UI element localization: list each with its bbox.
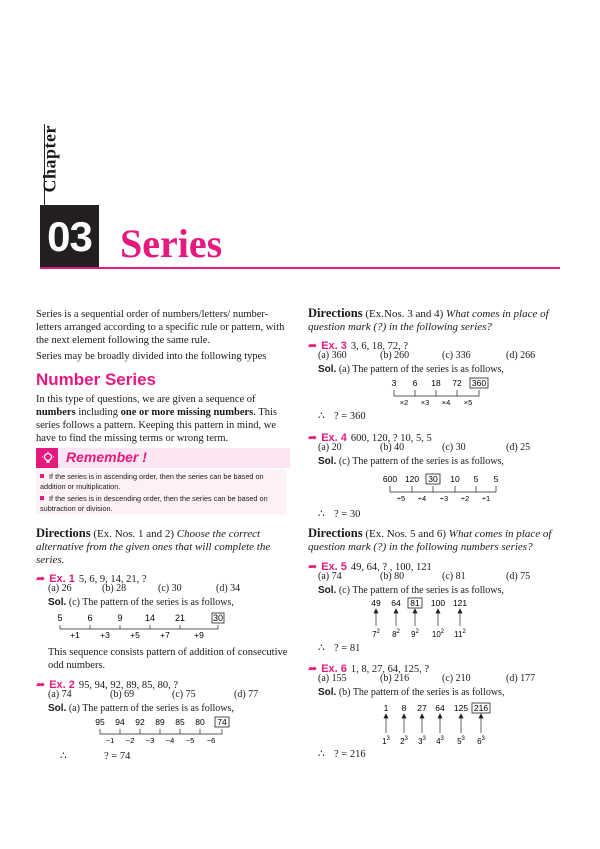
svg-text:33: $3^3$ xyxy=(418,736,426,746)
directions xyxy=(308,307,564,334)
operation xyxy=(130,630,140,640)
question-text: 3, 6, 18, 72, ? xyxy=(350,341,409,352)
option: (a) 155 xyxy=(318,673,347,684)
solution-line xyxy=(48,597,234,608)
directions-range: (Ex.Nos. 3 and 4) xyxy=(362,308,447,320)
svg-text:6: 6 xyxy=(412,378,418,388)
directions xyxy=(36,527,288,567)
solution-note: This sequence consists pattern of addition of consecutive odd numbers. xyxy=(48,647,288,671)
svg-text:÷5: ÷5 xyxy=(396,494,406,503)
example-label: Ex. 2 xyxy=(49,679,75,691)
arrow-icon: ➦ xyxy=(36,679,46,691)
therefore: ∴ xyxy=(60,751,67,762)
question-text: 5, 6, 9, 14, 21, ? xyxy=(78,574,147,585)
intro-paragraph: Series is a sequential order of numbers/letters/ number-letters arranged according to a specific rule or pattern, with the next element following the same rule. xyxy=(36,309,285,346)
answer: ? = 74 xyxy=(104,751,131,762)
text-bold: one or more missing numbers xyxy=(120,407,254,418)
arrows xyxy=(374,609,462,626)
answer: ? = 216 xyxy=(334,749,366,760)
option: (b) 216 xyxy=(380,673,410,684)
connector xyxy=(390,486,496,492)
term xyxy=(145,613,155,623)
solution-label: Sol. xyxy=(48,703,67,714)
power xyxy=(477,736,485,746)
solution-label: Sol. xyxy=(318,687,337,698)
directions-label: Directions xyxy=(36,526,91,540)
term xyxy=(371,598,381,608)
term xyxy=(402,703,407,713)
operation xyxy=(194,630,204,640)
svg-text:95: 95 xyxy=(95,717,105,727)
directions xyxy=(308,527,564,554)
term xyxy=(453,598,467,608)
solution-label: Sol. xyxy=(318,585,337,596)
solution-text: (b) The pattern of the series is as follows, xyxy=(336,687,505,698)
operation xyxy=(186,736,195,745)
operation xyxy=(397,494,405,503)
svg-text:53: $5^3$ xyxy=(457,736,465,746)
solution-line xyxy=(318,456,504,467)
option: (c) 30 xyxy=(158,583,182,594)
operation xyxy=(461,494,469,503)
series-diagram xyxy=(374,701,514,747)
operation xyxy=(482,494,490,503)
term xyxy=(454,703,468,713)
power xyxy=(392,629,400,639)
remember-item-text: If the series is in descending order, then the series can be based on subtraction or division. xyxy=(40,494,268,513)
term xyxy=(431,378,441,388)
term xyxy=(213,613,223,623)
term xyxy=(474,703,488,713)
term xyxy=(135,717,145,727)
power xyxy=(457,736,465,746)
term xyxy=(392,378,397,388)
svg-text:360: 360 xyxy=(471,378,487,388)
svg-text:1: 1 xyxy=(383,703,389,713)
term xyxy=(383,474,397,484)
term xyxy=(217,717,227,727)
option: (d) 34 xyxy=(216,583,241,594)
svg-text:+7: +7 xyxy=(160,630,170,640)
option: (c) 336 xyxy=(442,350,471,361)
text: . This series follows a pattern. Keeping this pattern in mind, we have to find the missing terms or wrong term. xyxy=(36,407,277,444)
svg-text:121: 121 xyxy=(452,598,468,608)
operation xyxy=(160,630,170,640)
options xyxy=(318,571,530,582)
options xyxy=(318,350,535,361)
svg-text:−4: −4 xyxy=(165,736,175,745)
operation xyxy=(100,630,110,640)
term xyxy=(384,703,389,713)
option: (c) 210 xyxy=(442,673,471,684)
svg-text:×2: ×2 xyxy=(399,398,409,407)
option: (d) 177 xyxy=(506,673,536,684)
options xyxy=(318,673,535,684)
operation xyxy=(207,736,216,745)
chapter-number: 03 xyxy=(40,205,99,269)
option: (c) 75 xyxy=(172,689,196,700)
remember-item xyxy=(40,494,284,514)
svg-text:64: 64 xyxy=(391,598,401,608)
term xyxy=(57,613,62,623)
term xyxy=(115,717,125,727)
remember-title: Remember ! xyxy=(66,449,147,465)
directions-label: Directions xyxy=(308,306,363,320)
operation xyxy=(166,736,175,745)
svg-text:14: 14 xyxy=(144,613,156,623)
operation xyxy=(442,398,451,407)
term xyxy=(472,378,486,388)
svg-text:+5: +5 xyxy=(130,630,140,640)
power xyxy=(454,629,466,639)
term xyxy=(405,474,419,484)
svg-text:18: 18 xyxy=(431,378,441,388)
therefore: ∴ xyxy=(318,509,325,520)
option: (d) 75 xyxy=(506,571,531,582)
arrows xyxy=(384,714,483,733)
option: (c) 30 xyxy=(442,442,466,453)
term xyxy=(175,613,185,623)
svg-text:72: $7^2$ xyxy=(372,629,380,639)
power xyxy=(411,629,419,639)
svg-text:74: 74 xyxy=(217,717,227,727)
operation xyxy=(421,398,430,407)
svg-text:89: 89 xyxy=(155,717,165,727)
svg-text:×4: ×4 xyxy=(441,398,451,407)
arrow-icon: ➦ xyxy=(308,432,318,444)
svg-text:120: 120 xyxy=(404,474,420,484)
option: (d) 25 xyxy=(506,442,531,453)
power xyxy=(400,736,408,746)
svg-text:102: $10^2$ xyxy=(431,629,445,639)
option: (b) 69 xyxy=(110,689,135,700)
power xyxy=(418,736,426,746)
svg-text:−2: −2 xyxy=(125,736,135,745)
svg-text:30: 30 xyxy=(428,474,438,484)
number-series-text xyxy=(36,393,288,445)
svg-text:94: 94 xyxy=(115,717,125,727)
svg-text:81: 81 xyxy=(410,598,420,608)
svg-text:13: $1^3$ xyxy=(382,736,390,746)
term xyxy=(417,703,427,713)
connector xyxy=(394,390,479,396)
series-diagram xyxy=(376,472,506,504)
directions-text: What comes in place of question mark (?) in the following series? xyxy=(308,308,549,333)
svg-text:82: $8^2$ xyxy=(392,629,400,639)
solution-text: (a) The pattern of the series is as follows, xyxy=(66,703,234,714)
question-text: 95, 94, 92, 89, 85, 80, ? xyxy=(78,680,179,691)
svg-text:3: 3 xyxy=(391,378,397,388)
series-diagram xyxy=(90,716,270,746)
series-diagram xyxy=(362,596,492,640)
svg-text:×5: ×5 xyxy=(463,398,473,407)
options xyxy=(48,583,240,594)
example-label: Ex. 4 xyxy=(321,432,347,444)
term xyxy=(435,703,445,713)
term xyxy=(431,598,445,608)
svg-text:5: 5 xyxy=(493,474,499,484)
term xyxy=(117,613,122,623)
answer: ? = 360 xyxy=(334,411,366,422)
svg-text:63: $6^3$ xyxy=(477,736,485,746)
svg-text:216: 216 xyxy=(473,703,489,713)
svg-text:80: 80 xyxy=(195,717,205,727)
arrow-icon: ➦ xyxy=(36,573,46,585)
svg-text:6: 6 xyxy=(87,613,93,623)
operation xyxy=(440,494,448,503)
bullet-icon xyxy=(40,474,44,478)
connector xyxy=(100,729,222,734)
svg-text:49: 49 xyxy=(371,598,381,608)
arrow-icon: ➦ xyxy=(308,561,318,573)
example-label: Ex. 5 xyxy=(321,561,347,573)
svg-text:43: $4^3$ xyxy=(436,736,444,746)
therefore: ∴ xyxy=(318,749,325,760)
term xyxy=(428,474,438,484)
term xyxy=(410,598,420,608)
svg-text:100: 100 xyxy=(430,598,446,608)
term xyxy=(474,474,479,484)
term xyxy=(95,717,105,727)
svg-text:9: 9 xyxy=(117,613,123,623)
question-text: 49, 64, ? , 100, 121 xyxy=(350,562,432,573)
solution-label: Sol. xyxy=(318,456,337,467)
power xyxy=(432,629,445,639)
svg-text:5: 5 xyxy=(473,474,479,484)
svg-text:72: 72 xyxy=(452,378,462,388)
svg-text:+1: +1 xyxy=(70,630,80,640)
term xyxy=(87,613,92,623)
example-label: Ex. 3 xyxy=(321,340,347,352)
bullet-icon xyxy=(40,496,44,500)
option: (c) 81 xyxy=(442,571,466,582)
svg-text:÷4: ÷4 xyxy=(417,494,427,503)
solution-line xyxy=(318,585,504,596)
svg-text:÷3: ÷3 xyxy=(439,494,449,503)
series-diagram xyxy=(50,611,250,641)
example-label: Ex. 1 xyxy=(49,573,75,585)
solution-text: (c) The pattern of the series is as follows, xyxy=(336,585,504,596)
svg-text:10: 10 xyxy=(450,474,460,484)
svg-text:−6: −6 xyxy=(206,736,216,745)
arrow-icon: ➦ xyxy=(308,663,318,675)
text-bold: numbers xyxy=(36,407,76,418)
title-rule xyxy=(40,267,560,269)
svg-text:8: 8 xyxy=(401,703,407,713)
option: (a) 74 xyxy=(48,689,72,700)
power xyxy=(382,736,390,746)
option: (a) 20 xyxy=(318,442,342,453)
svg-text:125: 125 xyxy=(453,703,469,713)
operation xyxy=(126,736,135,745)
svg-text:÷2: ÷2 xyxy=(460,494,470,503)
solution-text: (a) The pattern of the series is as follows, xyxy=(336,364,504,375)
directions-text: What comes in place of question mark (?) in the following numbers series? xyxy=(308,528,552,553)
svg-text:−1: −1 xyxy=(105,736,115,745)
question-text: 600, 120, ? 10, 5, 5 xyxy=(350,433,432,444)
option: (b) 80 xyxy=(380,571,405,582)
answer: ? = 81 xyxy=(334,643,361,654)
lightbulb-icon xyxy=(38,448,58,468)
term xyxy=(155,717,165,727)
term xyxy=(452,378,462,388)
chapter-label: Chapter xyxy=(39,125,60,193)
svg-text:64: 64 xyxy=(435,703,445,713)
therefore: ∴ xyxy=(318,411,325,422)
svg-text:92: $9^2$ xyxy=(411,629,419,639)
solution-text: (c) The pattern of the series is as follows, xyxy=(336,456,504,467)
term xyxy=(413,378,418,388)
operation xyxy=(106,736,115,745)
directions-text: Choose the correct alternative from the given ones that will complete the series. xyxy=(36,528,271,566)
operation xyxy=(464,398,473,407)
svg-text:30: 30 xyxy=(212,613,224,623)
directions-label: Directions xyxy=(308,526,363,540)
svg-text:600: 600 xyxy=(382,474,398,484)
operation xyxy=(146,736,155,745)
operation xyxy=(400,398,409,407)
option: (a) 26 xyxy=(48,583,72,594)
term xyxy=(494,474,499,484)
power xyxy=(372,629,380,639)
remember-item-text: If the series is in ascending order, then the series can be based on addition or multiplication. xyxy=(40,472,264,491)
option: (a) 74 xyxy=(318,571,342,582)
solution-line xyxy=(318,687,504,698)
option: (b) 40 xyxy=(380,442,405,453)
text: In this type of questions, we are given a sequence of xyxy=(36,394,256,405)
svg-text:+3: +3 xyxy=(100,630,110,640)
svg-text:27: 27 xyxy=(417,703,427,713)
directions-range: (Ex. Nos. 1 and 2) xyxy=(90,528,177,540)
svg-text:5: 5 xyxy=(57,613,63,623)
section-heading: Number Series xyxy=(36,370,156,389)
term xyxy=(175,717,185,727)
therefore: ∴ xyxy=(318,643,325,654)
svg-text:+9: +9 xyxy=(194,630,204,640)
intro-paragraph: Series may be broadly divided into the following types xyxy=(36,351,267,362)
svg-text:−3: −3 xyxy=(145,736,155,745)
svg-text:÷1: ÷1 xyxy=(481,494,491,503)
svg-text:112: $11^2$ xyxy=(454,629,466,639)
solution-text: (c) The pattern of the series is as follows, xyxy=(66,597,234,608)
solution-line xyxy=(48,703,234,714)
solution-label: Sol. xyxy=(48,597,67,608)
operation xyxy=(70,630,80,640)
solution-label: Sol. xyxy=(318,364,337,375)
question-text: 1, 8, 27, 64, 125, ? xyxy=(350,664,430,675)
remember-item xyxy=(40,472,284,492)
svg-text:23: $2^3$ xyxy=(400,736,408,746)
example-label: Ex. 6 xyxy=(321,663,347,675)
connector xyxy=(60,625,218,629)
option: (d) 77 xyxy=(234,689,259,700)
option: (d) 266 xyxy=(506,350,536,361)
page-title: Series xyxy=(120,221,223,266)
text: including xyxy=(75,407,121,418)
series-diagram xyxy=(380,376,500,408)
power xyxy=(436,736,444,746)
svg-text:85: 85 xyxy=(175,717,185,727)
svg-text:−5: −5 xyxy=(185,736,195,745)
term xyxy=(195,717,205,727)
term xyxy=(450,474,460,484)
svg-text:92: 92 xyxy=(135,717,145,727)
options xyxy=(48,689,258,700)
intro xyxy=(36,308,288,366)
svg-text:21: 21 xyxy=(174,613,186,623)
option: (a) 360 xyxy=(318,350,347,361)
option: (b) 28 xyxy=(102,583,127,594)
operation xyxy=(418,494,426,503)
option: (b) 260 xyxy=(380,350,410,361)
options xyxy=(318,442,530,453)
svg-text:×3: ×3 xyxy=(420,398,430,407)
directions-range: (Ex. Nos. 5 and 6) xyxy=(362,528,449,540)
term xyxy=(391,598,401,608)
arrow-icon: ➦ xyxy=(308,340,318,352)
answer: ? = 30 xyxy=(334,509,361,520)
solution-line xyxy=(318,364,504,375)
